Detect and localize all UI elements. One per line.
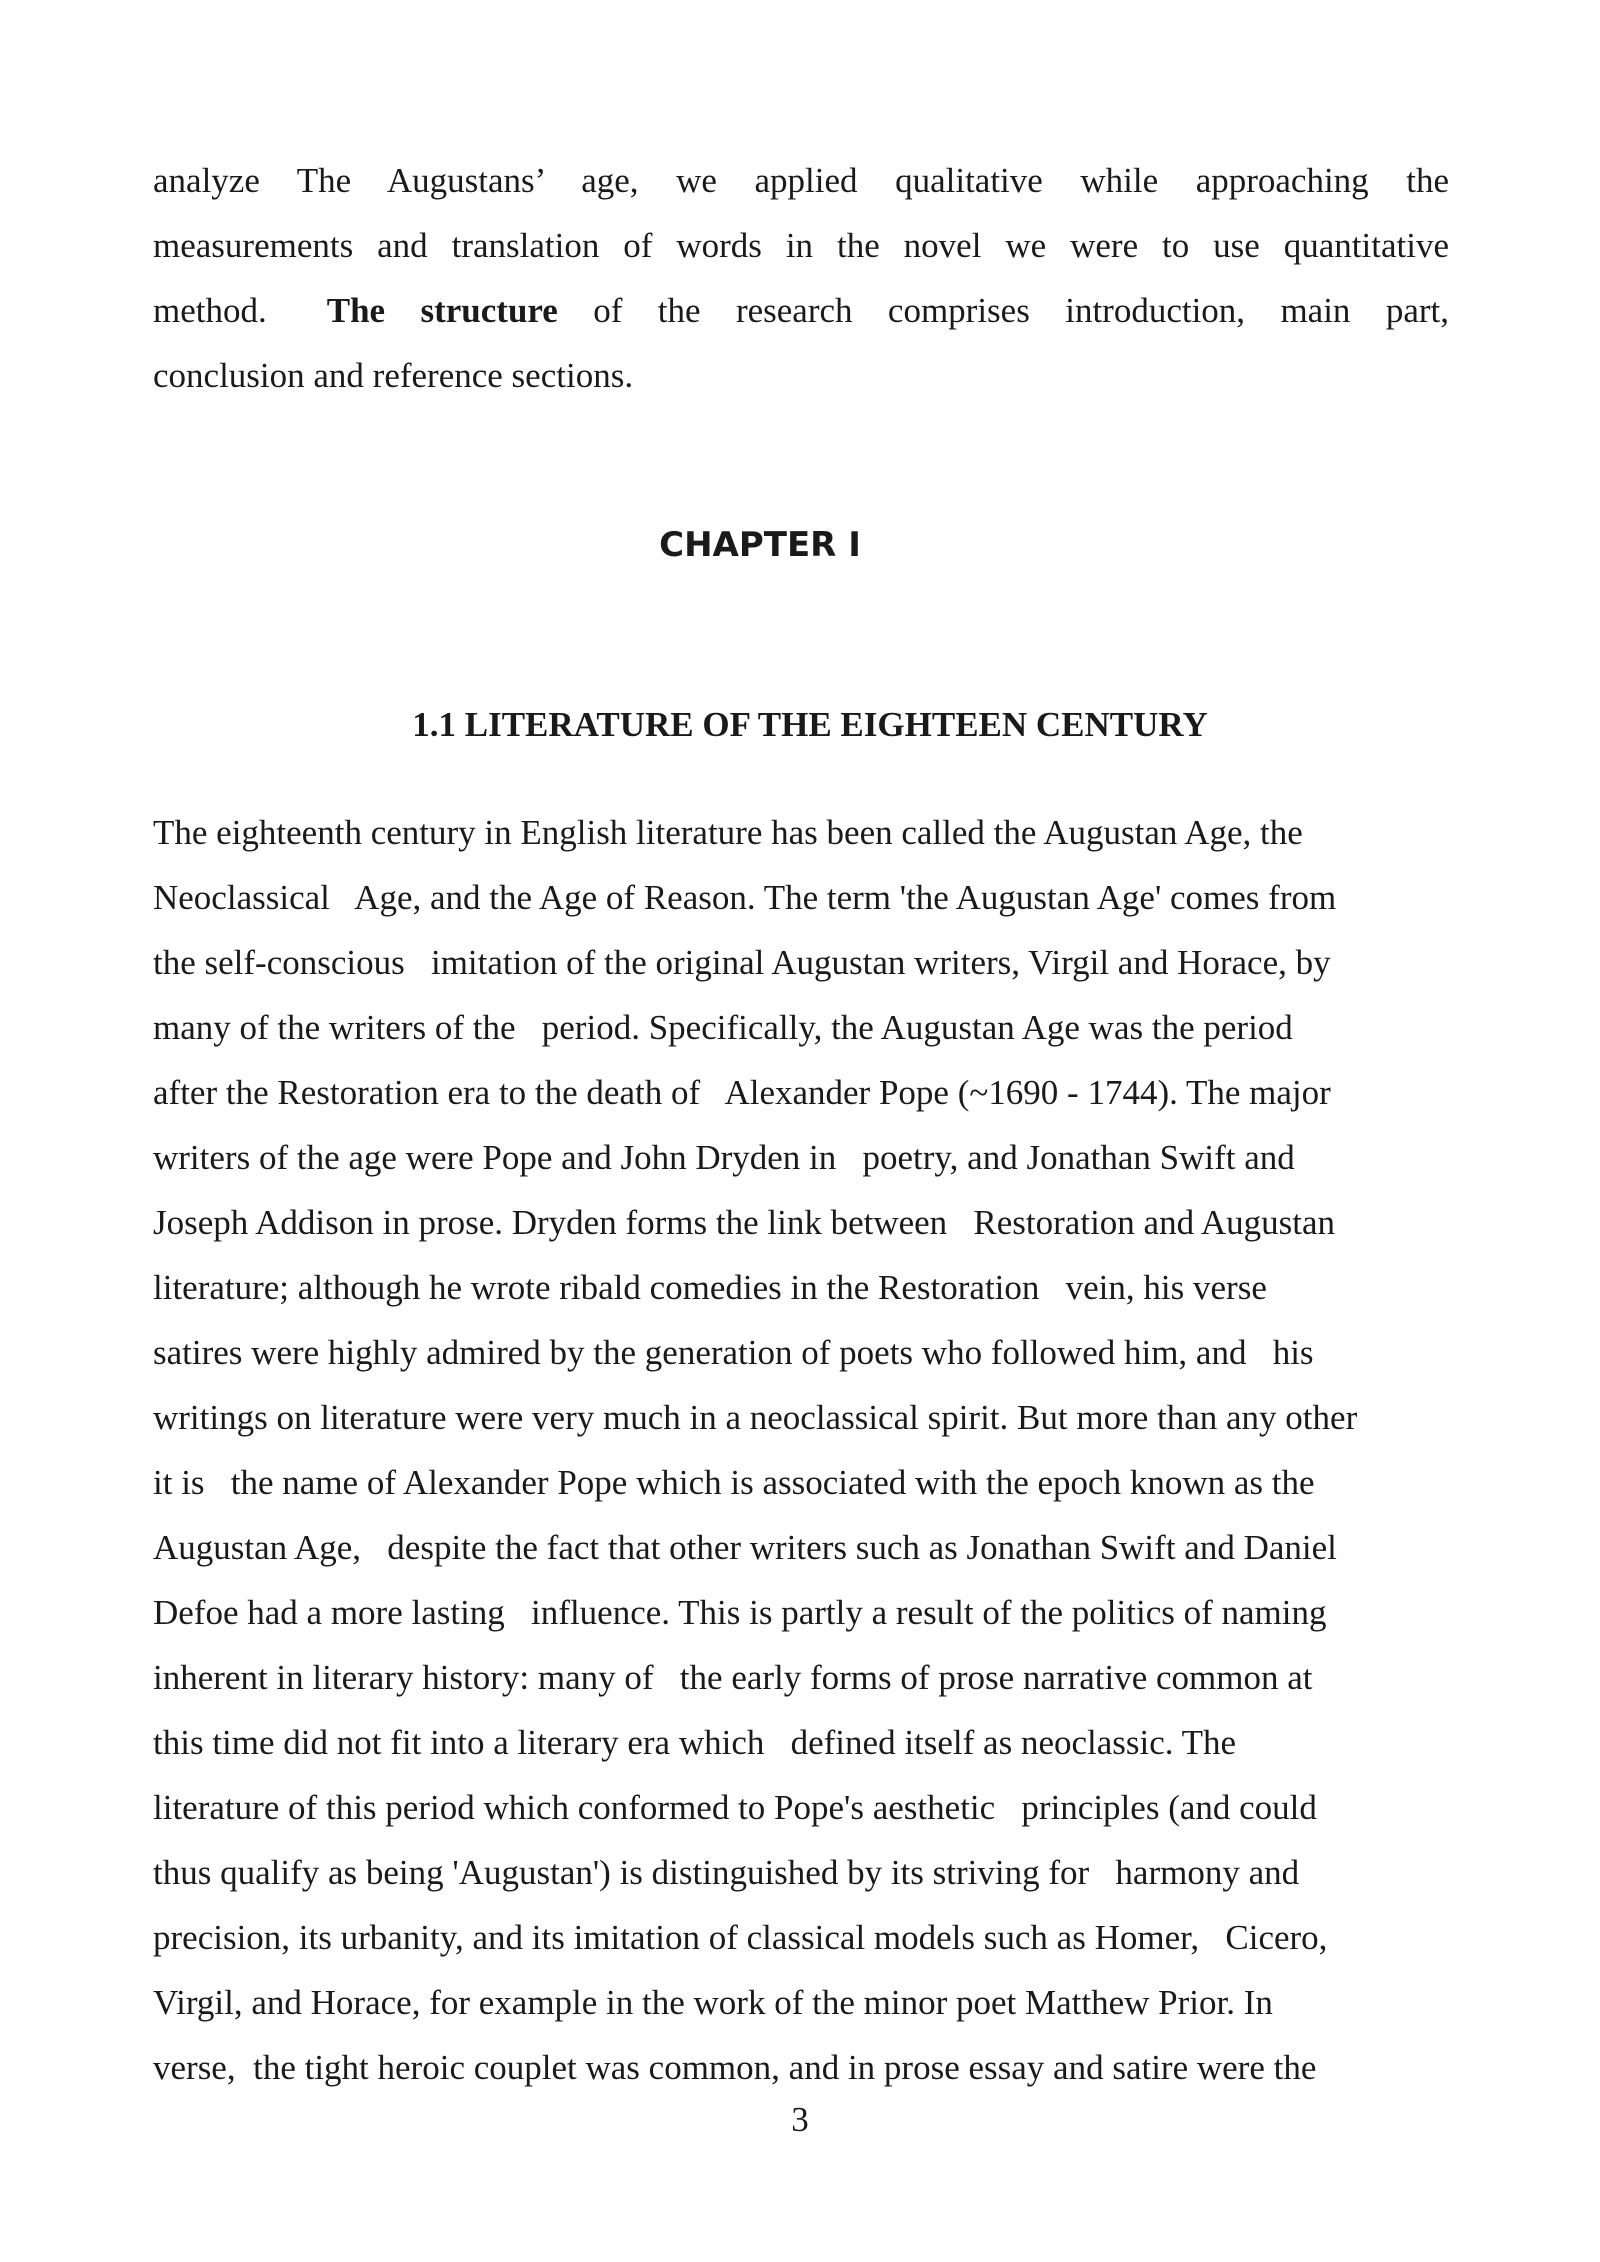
body-line: Augustan Age, despite the fact that other writers such as Jonathan Swift and Daniel xyxy=(153,1528,1337,1567)
body-line: Virgil, and Horace, for example in the work of the minor poet Matthew Prior. In xyxy=(153,1983,1273,2022)
body-line: The eighteenth century in English literature has been called the Augustan Age, the xyxy=(153,813,1303,852)
body-line: it is the name of Alexander Pope which is associated with the epoch known as the xyxy=(153,1463,1315,1502)
body-line: inherent in literary history: many of the early forms of prose narrative common at xyxy=(153,1658,1313,1697)
body-line: literature; although he wrote ribald comedies in the Restoration vein, his verse xyxy=(153,1268,1267,1307)
body-line: this time did not fit into a literary era which defined itself as neoclassic. The xyxy=(153,1723,1237,1762)
body-line: thus qualify as being 'Augustan') is distinguished by its striving for harmony and xyxy=(153,1853,1300,1892)
body-line: writings on literature were very much in a neoclassical spirit. But more than any other xyxy=(153,1398,1358,1437)
body-line: Defoe had a more lasting influence. This is partly a result of the politics of naming xyxy=(153,1593,1327,1632)
page-number: 3 xyxy=(791,2100,809,2139)
body-line: many of the writers of the period. Specifically, the Augustan Age was the period xyxy=(153,1008,1293,1047)
body-line: writers of the age were Pope and John Dryden in poetry, and Jonathan Swift and xyxy=(153,1138,1295,1177)
body-line: verse, the tight heroic couplet was common, and in prose essay and satire were the xyxy=(153,2048,1317,2087)
body-line: literature of this period which conformed to Pope's aesthetic principles (and could xyxy=(153,1788,1317,1827)
body-line: precision, its urbanity, and its imitation of classical models such as Homer, Cicero, xyxy=(153,1918,1328,1957)
intro-paragraph xyxy=(153,148,1449,408)
body-line: Joseph Addison in prose. Dryden forms the link between Restoration and Augustan xyxy=(153,1203,1336,1242)
intro-line-3-start: method. xyxy=(153,291,267,330)
body-line: after the Restoration era to the death of Alexander Pope (~1690 - 1744). The major xyxy=(153,1073,1331,1112)
body-line: Neoclassical Age, and the Age of Reason. The term 'the Augustan Age' comes from xyxy=(153,878,1337,917)
section-heading: 1.1 LITERATURE OF THE EIGHTEEN CENTURY xyxy=(412,705,1208,744)
body-line: the self-conscious imitation of the original Augustan writers, Virgil and Horace, by xyxy=(153,943,1331,982)
structure-bold-text: The structure xyxy=(326,291,558,330)
chapter-heading: CHAPTER I xyxy=(659,525,861,565)
body-paragraph xyxy=(153,800,1453,2100)
body-line: satires were highly admired by the generation of poets who followed him, and his xyxy=(153,1333,1314,1372)
intro-line-3 xyxy=(153,278,1449,343)
intro-line-4: conclusion and reference sections. xyxy=(153,356,634,395)
intro-line-3-end: of the research comprises introduction, main part, xyxy=(557,291,1449,330)
intro-line-2: measurements and translation of words in the novel we were to use quantitative xyxy=(153,226,1449,265)
intro-line-1: analyze The Augustans’ age, we applied qualitative while approaching the xyxy=(153,161,1449,200)
